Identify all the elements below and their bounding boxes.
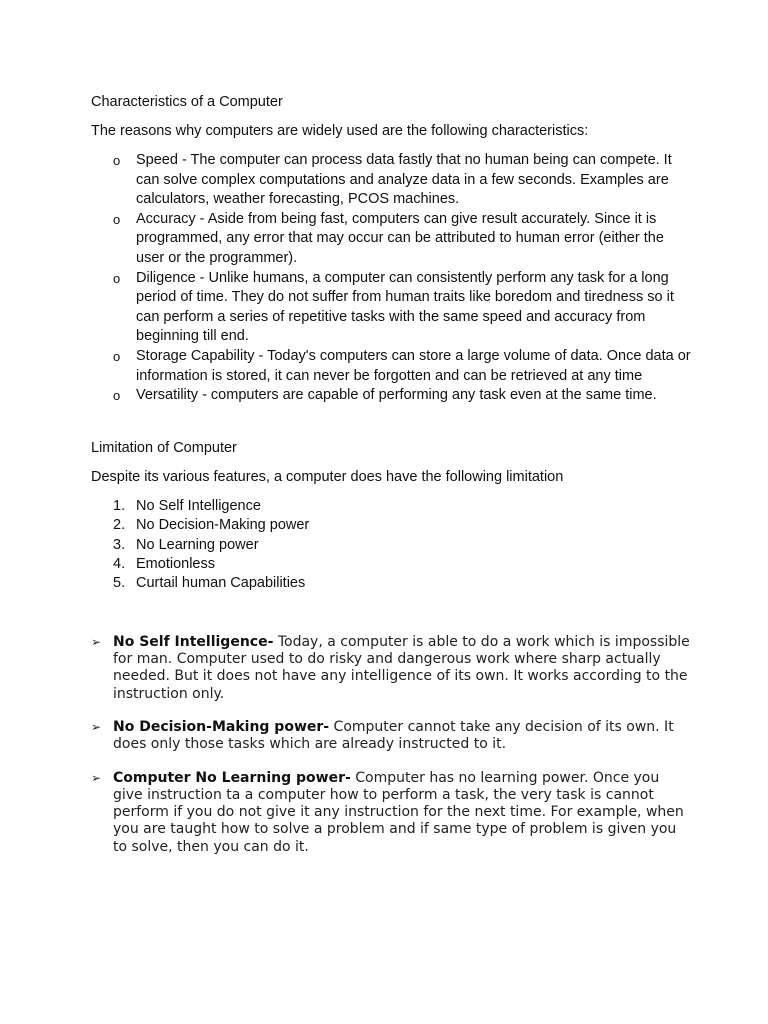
numbered-item: [91, 497, 691, 516]
detail-paragraph: [91, 634, 691, 703]
detail-paragraph: [91, 719, 691, 754]
numbered-item: [91, 555, 691, 574]
characteristics-list: [91, 151, 691, 406]
item-number: 4.: [113, 555, 126, 572]
section-intro-limitation: Despite its various features, a computer does have the following limitation: [91, 468, 564, 485]
list-item: [91, 151, 691, 210]
detail-text: Today, a computer is able to do a work which is impossible for man. Computer used to do risky and dangerous work where sharp actually needed. But it does not have any intelligence of its own. It works according to the instruction only.: [113, 633, 690, 702]
detail-paragraph: [91, 770, 691, 856]
numbered-item: [91, 574, 691, 593]
list-item: [91, 386, 691, 406]
list-item: [91, 347, 691, 386]
list-item-text: Diligence - Unlike humans, a computer can consistently perform any task for a long period of time. They do not suffer from human traits like boredom and tiredness so it can perform a series of repetitive tasks with the same speed and accuracy from beginning till end.: [136, 269, 674, 345]
bullet-icon: o: [113, 388, 121, 404]
item-number: 1.: [113, 497, 126, 514]
bullet-icon: o: [113, 348, 121, 364]
arrow-bullet-icon: ➢: [91, 719, 102, 734]
numbered-item-text: No Learning power: [136, 536, 259, 553]
numbered-item: [91, 536, 691, 555]
limitation-details: [91, 634, 691, 856]
item-number: 2.: [113, 517, 126, 534]
arrow-bullet-icon: ➢: [91, 634, 102, 649]
list-item-text: Accuracy - Aside from being fast, computers can give result accurately. Since it is programmed, any error that may occur can be attributed to human error (either the user or the programmer).: [136, 210, 664, 266]
document-page: [91, 93, 691, 856]
bullet-icon: o: [113, 211, 121, 227]
limitations-list: [91, 497, 691, 594]
section-heading-characteristics: Characteristics of a Computer: [91, 94, 283, 110]
arrow-bullet-icon: ➢: [91, 770, 102, 785]
bullet-icon: o: [113, 153, 121, 168]
numbered-item-text: Emotionless: [136, 555, 215, 572]
numbered-item: [91, 516, 691, 535]
list-item: [91, 269, 691, 347]
numbered-item-text: No Decision-Making power: [136, 517, 310, 534]
list-item-text: Versatility - computers are capable of performing any task even at the same time.: [136, 387, 657, 404]
detail-text: Computer has no learning power. Once you give instruction ta a computer how to perform a task, the very task is cannot perform if you do not give it any instruction for the next time. For example, when you are taught how to solve a problem and if same type of problem is given you to solve, then you can do it.: [113, 769, 684, 855]
list-item-text: Speed - The computer can process data fastly that no human being can compete. It can solve complex computations and analyze data in a few seconds. Examples are calculators, weather forecasting, PCOS machines.: [136, 152, 672, 208]
detail-title: No Decision-Making power-: [113, 718, 330, 735]
detail-title: No Self Intelligence-: [113, 633, 274, 650]
item-number: 5.: [113, 575, 126, 592]
numbered-item-text: Curtail human Capabilities: [136, 575, 306, 592]
item-number: 3.: [113, 536, 126, 553]
list-item: [91, 210, 691, 269]
section-intro-characteristics: The reasons why computers are widely used are the following characteristics:: [91, 123, 589, 139]
bullet-icon: o: [113, 270, 121, 286]
numbered-item-text: No Self Intelligence: [136, 497, 261, 514]
section-heading-limitation: Limitation of Computer: [91, 439, 237, 456]
detail-text: Computer cannot take any decision of its own. It does only those tasks which are already instructed to it.: [113, 718, 674, 753]
detail-title: Computer No Learning power-: [113, 769, 351, 786]
list-item-text: Storage Capability - Today's computers can store a large volume of data. Once data or information is stored, it can never be forgotten and can be retrieved at any time: [136, 347, 691, 384]
